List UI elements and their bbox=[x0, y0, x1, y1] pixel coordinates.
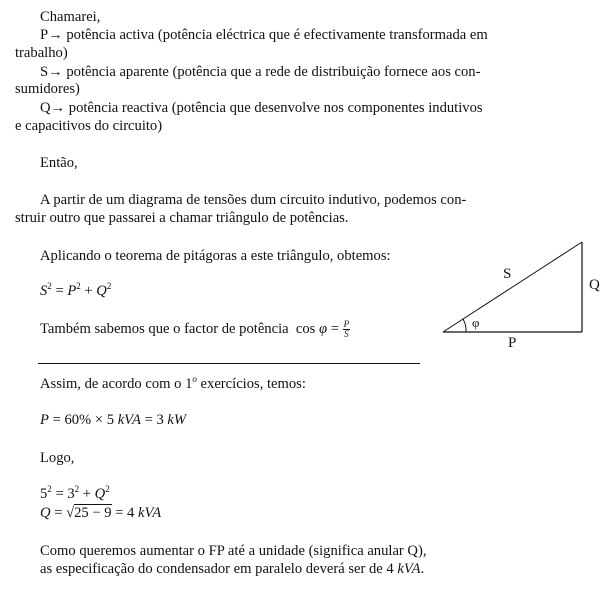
conclusion-line2 bbox=[40, 560, 424, 578]
arrow-icon: → bbox=[50, 100, 66, 116]
exercise-text bbox=[40, 375, 306, 393]
fraction-numerator: P bbox=[343, 319, 350, 329]
var-p: P bbox=[40, 412, 49, 428]
angle-arc bbox=[463, 319, 466, 332]
definition-s-text: potência aparente (potência que a rede de distribuição fornece aos con- bbox=[62, 64, 481, 80]
unit-kva: kVA bbox=[397, 561, 421, 577]
label-phi: φ bbox=[472, 315, 480, 330]
label-p: P bbox=[508, 335, 517, 351]
var-p: P bbox=[67, 283, 77, 299]
unit-kw: kW bbox=[167, 412, 187, 428]
var-s: S bbox=[40, 283, 48, 299]
p-formula bbox=[40, 411, 186, 429]
exercise-text-post: exercícios, temos: bbox=[196, 376, 306, 392]
radicand: 25 − 9 bbox=[74, 505, 112, 521]
period: . bbox=[420, 561, 425, 577]
unit-kva: kVA bbox=[117, 412, 141, 428]
symbol-s: S bbox=[40, 64, 49, 80]
num-5: 5 bbox=[40, 486, 48, 502]
triangle-side-s bbox=[443, 242, 582, 332]
equals: = bbox=[327, 321, 343, 337]
symbol-p: P bbox=[40, 27, 49, 43]
definition-p-text: potência activa (potência eléctrica que é efectivamente transformada em bbox=[62, 27, 488, 43]
var-q: Q bbox=[40, 505, 51, 521]
exponent: 2 bbox=[47, 484, 52, 494]
equals: = bbox=[51, 486, 68, 502]
result: = 4 bbox=[111, 505, 138, 521]
conclusion-text: as especificação do condensador em paralelo deverá ser de 4 bbox=[40, 561, 398, 577]
logo-text: Logo, bbox=[40, 450, 75, 466]
fraction-denominator: S bbox=[344, 329, 349, 339]
exponent: 2 bbox=[106, 281, 112, 291]
exponent: 2 bbox=[74, 484, 80, 494]
arrow-icon: → bbox=[48, 64, 63, 80]
plus: + bbox=[79, 486, 95, 502]
num-3: 3 bbox=[67, 486, 75, 502]
phi-symbol: φ bbox=[319, 321, 328, 337]
horizontal-rule bbox=[38, 363, 420, 364]
unit-kva: kVA bbox=[138, 505, 162, 521]
p-formula-mid: = 60% × 5 bbox=[48, 412, 118, 428]
label-q: Q bbox=[589, 277, 600, 293]
arrow-icon: → bbox=[48, 27, 63, 43]
exponent: 2 bbox=[47, 281, 52, 291]
cos-func: cos bbox=[295, 321, 316, 337]
definition-p-cont: trabalho) bbox=[15, 45, 68, 61]
triangle-paragraph-line1: A partir de um diagrama de tensões dum circuito indutivo, podemos con- bbox=[40, 192, 467, 208]
intro-heading: Chamarei, bbox=[40, 9, 101, 25]
power-factor-text: Também sabemos que o factor de potência bbox=[40, 321, 289, 337]
triangle-paragraph-line2: struir outro que passarei a chamar triângulo de potências. bbox=[15, 210, 349, 226]
symbol-q: Q bbox=[40, 100, 51, 116]
exponent: 2 bbox=[76, 281, 81, 291]
definition-q-cont: e capacitivos do circuito) bbox=[15, 118, 163, 134]
solution-line1 bbox=[40, 485, 110, 503]
var-q: Q bbox=[94, 486, 106, 502]
solution-line2 bbox=[40, 504, 161, 522]
pythagoras-text: Aplicando o teorema de pitágoras a este triângulo, obtemos: bbox=[40, 248, 391, 264]
var-q: Q bbox=[96, 283, 107, 299]
ordinal-indicator: o bbox=[192, 374, 197, 384]
equals: = bbox=[51, 283, 68, 299]
equals: = bbox=[50, 505, 67, 521]
sqrt-icon: √ bbox=[66, 505, 75, 521]
conclusion-line1: Como queremos aumentar o FP até a unidade (significa anular Q), bbox=[40, 543, 427, 559]
definition-s-cont: sumidores) bbox=[15, 81, 80, 97]
exponent: 2 bbox=[105, 484, 110, 494]
plus: + bbox=[80, 283, 97, 299]
definition-q-text: potência reactiva (potência que desenvolve nos componentes indutivos bbox=[65, 100, 483, 116]
exercise-text-pre: Assim, de acordo com o 1 bbox=[40, 376, 193, 392]
then-text: Então, bbox=[40, 155, 78, 171]
p-formula-result: = 3 bbox=[140, 412, 168, 428]
label-s: S bbox=[503, 266, 512, 282]
